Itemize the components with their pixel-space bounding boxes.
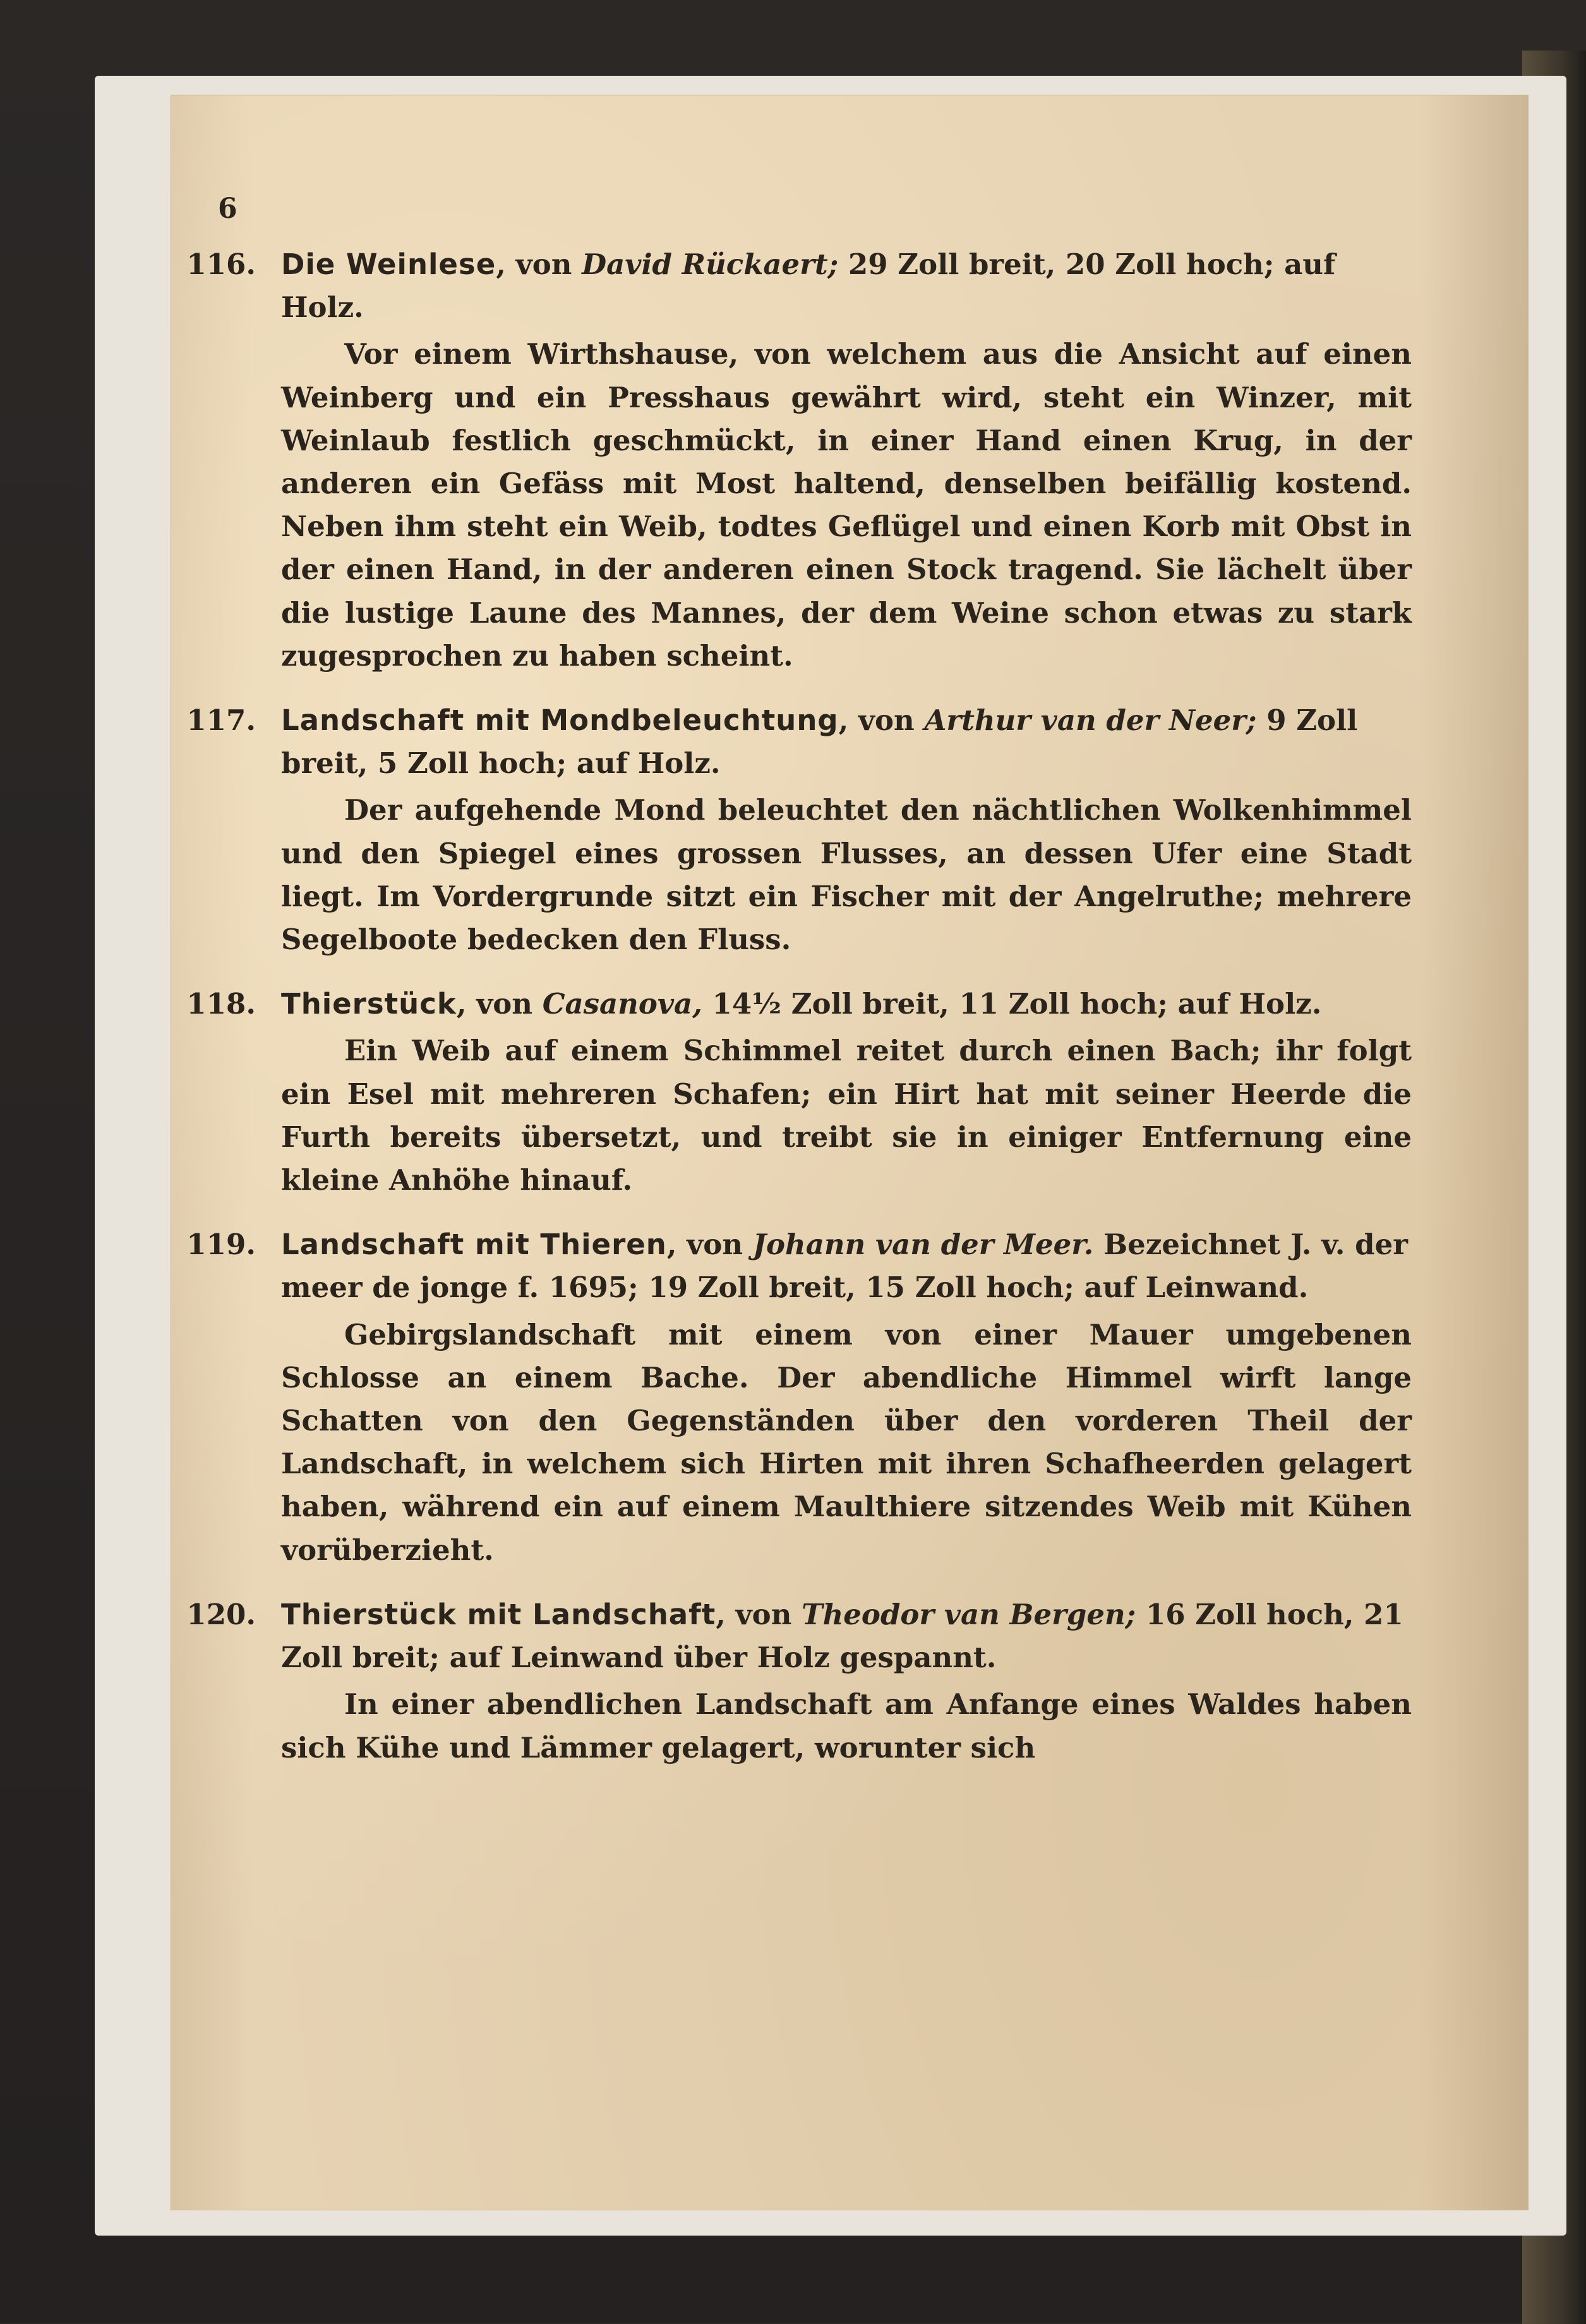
entry-title: Die Weinlese	[281, 248, 496, 281]
entry-number: 120.	[186, 1597, 256, 1631]
entry-artist: Arthur van der Neer;	[924, 704, 1257, 738]
entry-separator: , von	[716, 1597, 802, 1631]
entry-details: Bezeichnet J. v. der meer de jonge f. 1695; 19 Zoll breit, 15 Zoll hoch; auf Leinwand.	[281, 1228, 1408, 1305]
page-number: 6	[218, 193, 237, 225]
catalogue-text	[186, 243, 1412, 1791]
entry-artist: David Rückaert;	[582, 248, 839, 281]
entry-description: In einer abendlichen Landschaft am Anfange eines Waldes haben sich Kühe und Lämmer gelagert, worunter sich	[281, 1687, 1412, 1764]
entry-title: Thierstück mit Landschaft	[281, 1597, 716, 1631]
entry-details: 14½ Zoll breit, 11 Zoll hoch; auf Holz.	[702, 987, 1322, 1021]
entry-artist: Johann van der Meer.	[752, 1228, 1094, 1262]
entry-number: 116.	[186, 248, 256, 281]
entry-artist: Theodor van Bergen;	[802, 1597, 1136, 1631]
entry-title: Landschaft mit Thieren	[281, 1228, 667, 1262]
entry-details: 29 Zoll breit, 20 Zoll hoch; auf Holz.	[281, 248, 1336, 325]
catalogue-entry	[54, 1223, 1412, 1572]
catalogue-entry	[54, 1593, 1412, 1770]
catalogue-entry	[54, 983, 1412, 1202]
entry-separator: , von	[496, 248, 582, 281]
catalogue-entry	[54, 243, 1412, 678]
entry-title: Thierstück	[281, 987, 457, 1021]
entry-artist: Casanova,	[542, 987, 702, 1021]
entry-separator: , von	[456, 987, 543, 1021]
entry-number: 118.	[186, 987, 256, 1021]
entry-number: 117.	[186, 704, 256, 738]
entry-number: 119.	[186, 1228, 256, 1262]
entry-description: Vor einem Wirthshause, von welchem aus die Ansicht auf einen Weinberg und ein Presshaus gewährt wird, steht ein Winzer, mit Weinlaub festlich geschmückt, in einer Hand einen Krug, in der anderen ein Gefäss mit Most haltend, denselben beifällig kostend. Neben ihm steht ein Weib, todtes Geflügel und einen Korb mit Obst in der einen Hand, in der anderen einen Stock tragend. Sie lächelt über die lustige Laune des Mannes, der dem Weine schon etwas zu stark zugesprochen zu haben scheint.	[281, 337, 1412, 673]
entry-details: 9 Zoll breit, 5 Zoll hoch; auf Holz.	[281, 704, 1358, 781]
entry-title: Landschaft mit Mondbeleuchtung	[281, 704, 839, 738]
catalogue-entry	[54, 699, 1412, 961]
entry-separator: , von	[838, 704, 925, 738]
entry-details: 16 Zoll hoch, 21 Zoll breit; auf Leinwand über Holz gespannt.	[281, 1597, 1403, 1675]
entry-separator: , von	[666, 1228, 753, 1262]
entry-description: Der aufgehende Mond beleuchtet den nächtlichen Wolkenhimmel und den Spiegel eines grossen Flusses, an dessen Ufer eine Stadt liegt. Im Vordergrunde sitzt ein Fischer mit der Angelruthe; mehrere Segelboote bedecken den Fluss.	[281, 793, 1412, 957]
entry-description: Gebirgslandschaft mit einem von einer Mauer umgebenen Schlosse an einem Bache. Der abendliche Himmel wirft lange Schatten von den Gegenständen über den vorderen Theil der Landschaft, in welchem sich Hirten mit ihren Schafheerden gelagert haben, während ein auf einem Maulthiere sitzendes Weib mit Kühen vorüberzieht.	[281, 1317, 1412, 1567]
entry-description: Ein Weib auf einem Schimmel reitet durch einen Bach; ihr folgt ein Esel mit mehreren Schafen; ein Hirt hat mit seiner Heerde die Furth bereits übersetzt, und treibt sie in einiger Entfernung eine kleine Anhöhe hinauf.	[281, 1034, 1412, 1197]
